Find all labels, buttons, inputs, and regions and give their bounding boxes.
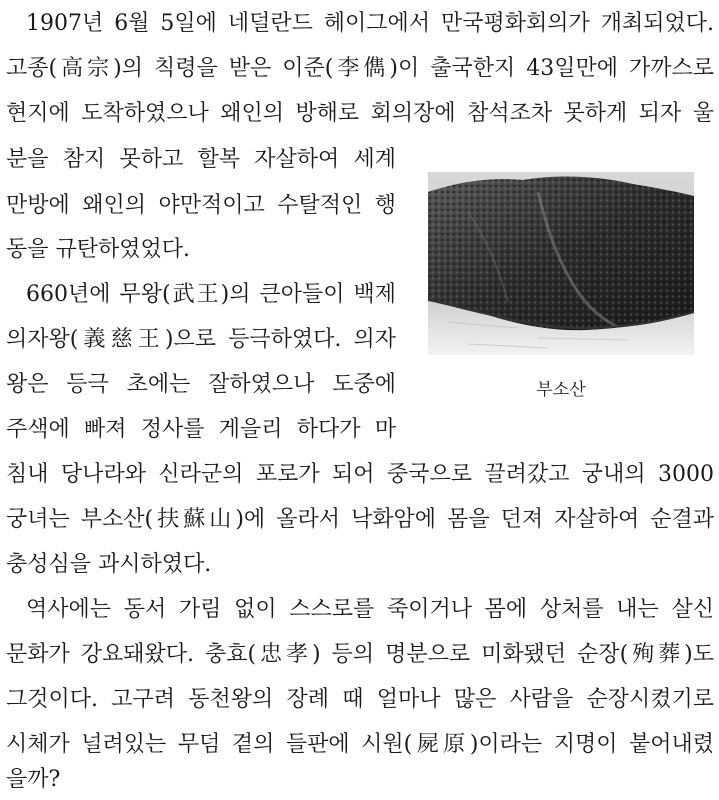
figure-caption: 부소산 — [536, 380, 586, 400]
paragraph-1-line-6: 동을 규탄하였었다. — [6, 237, 191, 262]
paragraph-2-line-4: 주색에 빠져 정사를 게을리 하다가 마 — [6, 417, 396, 442]
paragraph-3-line-4: 시체가 널려있는 무덤 곁의 들판에 시원(屍原)이라는 지명이 붙어내렸 — [6, 732, 714, 757]
paragraph-3-line-3: 그것이다. 고구려 동천왕의 장례 때 얼마나 많은 사람을 순장시켰기로 — [6, 687, 714, 712]
paragraph-2-line-6: 궁녀는 부소산(扶蘇山)에 올라서 낙화암에 몸을 던져 자살하여 순결과 — [6, 507, 714, 532]
paragraph-3-line-5: 을까? — [6, 767, 61, 792]
paragraph-2-line-2: 의자왕(義慈王)으로 등극하였다. 의자 — [6, 327, 396, 352]
paragraph-2-line-7: 충성심을 과시하였다. — [6, 552, 212, 577]
busosan-photo — [428, 172, 694, 355]
paragraph-3-line-1: 역사에는 동서 가림 없이 스스로를 죽이거나 몸에 상처를 내는 살신 — [26, 597, 714, 622]
paragraph-1-line-4: 분을 참지 못하고 할복 자살하여 세계 — [6, 147, 396, 172]
paragraph-2-line-1: 660년에 무왕(武王)의 큰아들이 백제 — [26, 282, 396, 307]
paragraph-2-line-5: 침내 당나라와 신라군의 포로가 되어 중국으로 끌려갔고 궁내의 3000 — [6, 462, 714, 487]
paragraph-3-line-2: 문화가 강요돼왔다. 충효(忠孝) 등의 명분으로 미화됐던 순장(殉葬)도 — [6, 642, 714, 667]
paragraph-1-line-3: 현지에 도착하였으나 왜인의 방해로 회의장에 참석조차 못하게 되자 울 — [6, 101, 714, 126]
paragraph-2-line-3: 왕은 등극 초에는 잘하였으나 도중에 — [6, 372, 396, 397]
paragraph-1-line-1: 1907년 6월 5일에 네덜란드 헤이그에서 만국평화회의가 개최되었다. — [26, 11, 714, 36]
paragraph-1-line-2: 고종(高宗)의 칙령을 받은 이준(李儁)이 출국한지 43일만에 가까스로 — [6, 56, 714, 81]
paragraph-1-line-5: 만방에 왜인의 야만적이고 수탈적인 행 — [6, 193, 396, 218]
